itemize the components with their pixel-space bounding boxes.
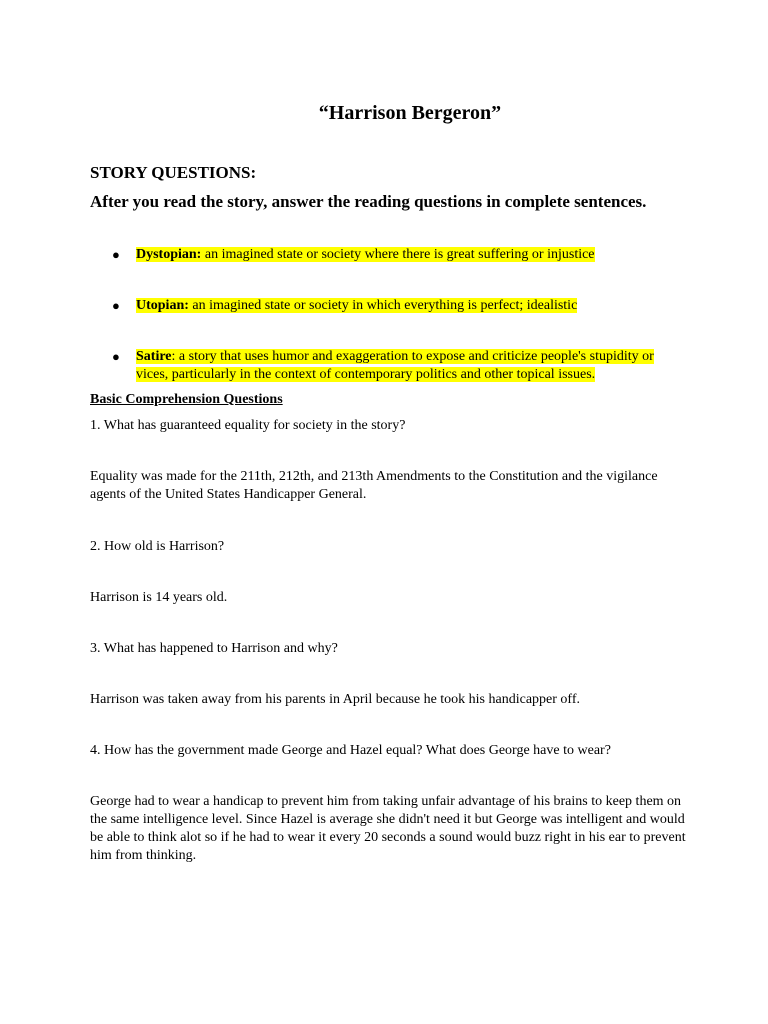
section-heading: STORY QUESTIONS: [90, 163, 257, 182]
bullet-icon: ● [112, 349, 120, 364]
bullet-icon: ● [112, 247, 120, 262]
definition-text: : a story that uses humor and exaggeration to expose and criticize people's stupidity or vices, particularly in the context of contemporary politics and other topical issues. [136, 349, 654, 382]
instructions: After you read the story, answer the reading questions in complete sentences. [90, 192, 647, 211]
definition-item [112, 348, 687, 384]
document-title: “Harrison Bergeron” [318, 102, 502, 124]
definition-highlight [136, 247, 595, 262]
bullet-icon: ● [112, 298, 120, 313]
definition-term: Dystopian: [136, 247, 202, 262]
answer-2: Harrison is 14 years old. [90, 590, 228, 605]
definition-term: Utopian: [136, 298, 189, 313]
definition-highlight [136, 298, 577, 313]
definition-item [112, 297, 687, 315]
answer-1: Equality was made for the 211th, 212th, and 213th Amendments to the Constitution and the vigilance agents of the United States Handicapper General. [90, 469, 658, 502]
answer-4: George had to wear a handicap to prevent him from taking unfair advantage of his brains to keep them on the same intelligence level. Since Hazel is average she didn't need it but George was intelligent and would be able to think alot so if he had to wear it every 20 seconds a sound would buzz right in his ear to prevent him from thinking. [90, 794, 686, 863]
definition-term: Satire [136, 349, 172, 364]
answer-3: Harrison was taken away from his parents in April because he took his handicapper off. [90, 692, 580, 707]
definition-item [112, 246, 687, 264]
definition-text: an imagined state or society where there is great suffering or injustice [201, 247, 595, 262]
definition-text: an imagined state or society in which everything is perfect; idealistic [188, 298, 578, 313]
comprehension-subheading: Basic Comprehension Questions [90, 392, 283, 407]
question-2: 2. How old is Harrison? [90, 539, 225, 554]
definition-highlight [136, 349, 654, 382]
question-3: 3. What has happened to Harrison and why? [90, 641, 338, 656]
question-1: 1. What has guaranteed equality for society in the story? [90, 418, 406, 433]
question-4: 4. How has the government made George and Hazel equal? What does George have to wear? [90, 743, 611, 758]
